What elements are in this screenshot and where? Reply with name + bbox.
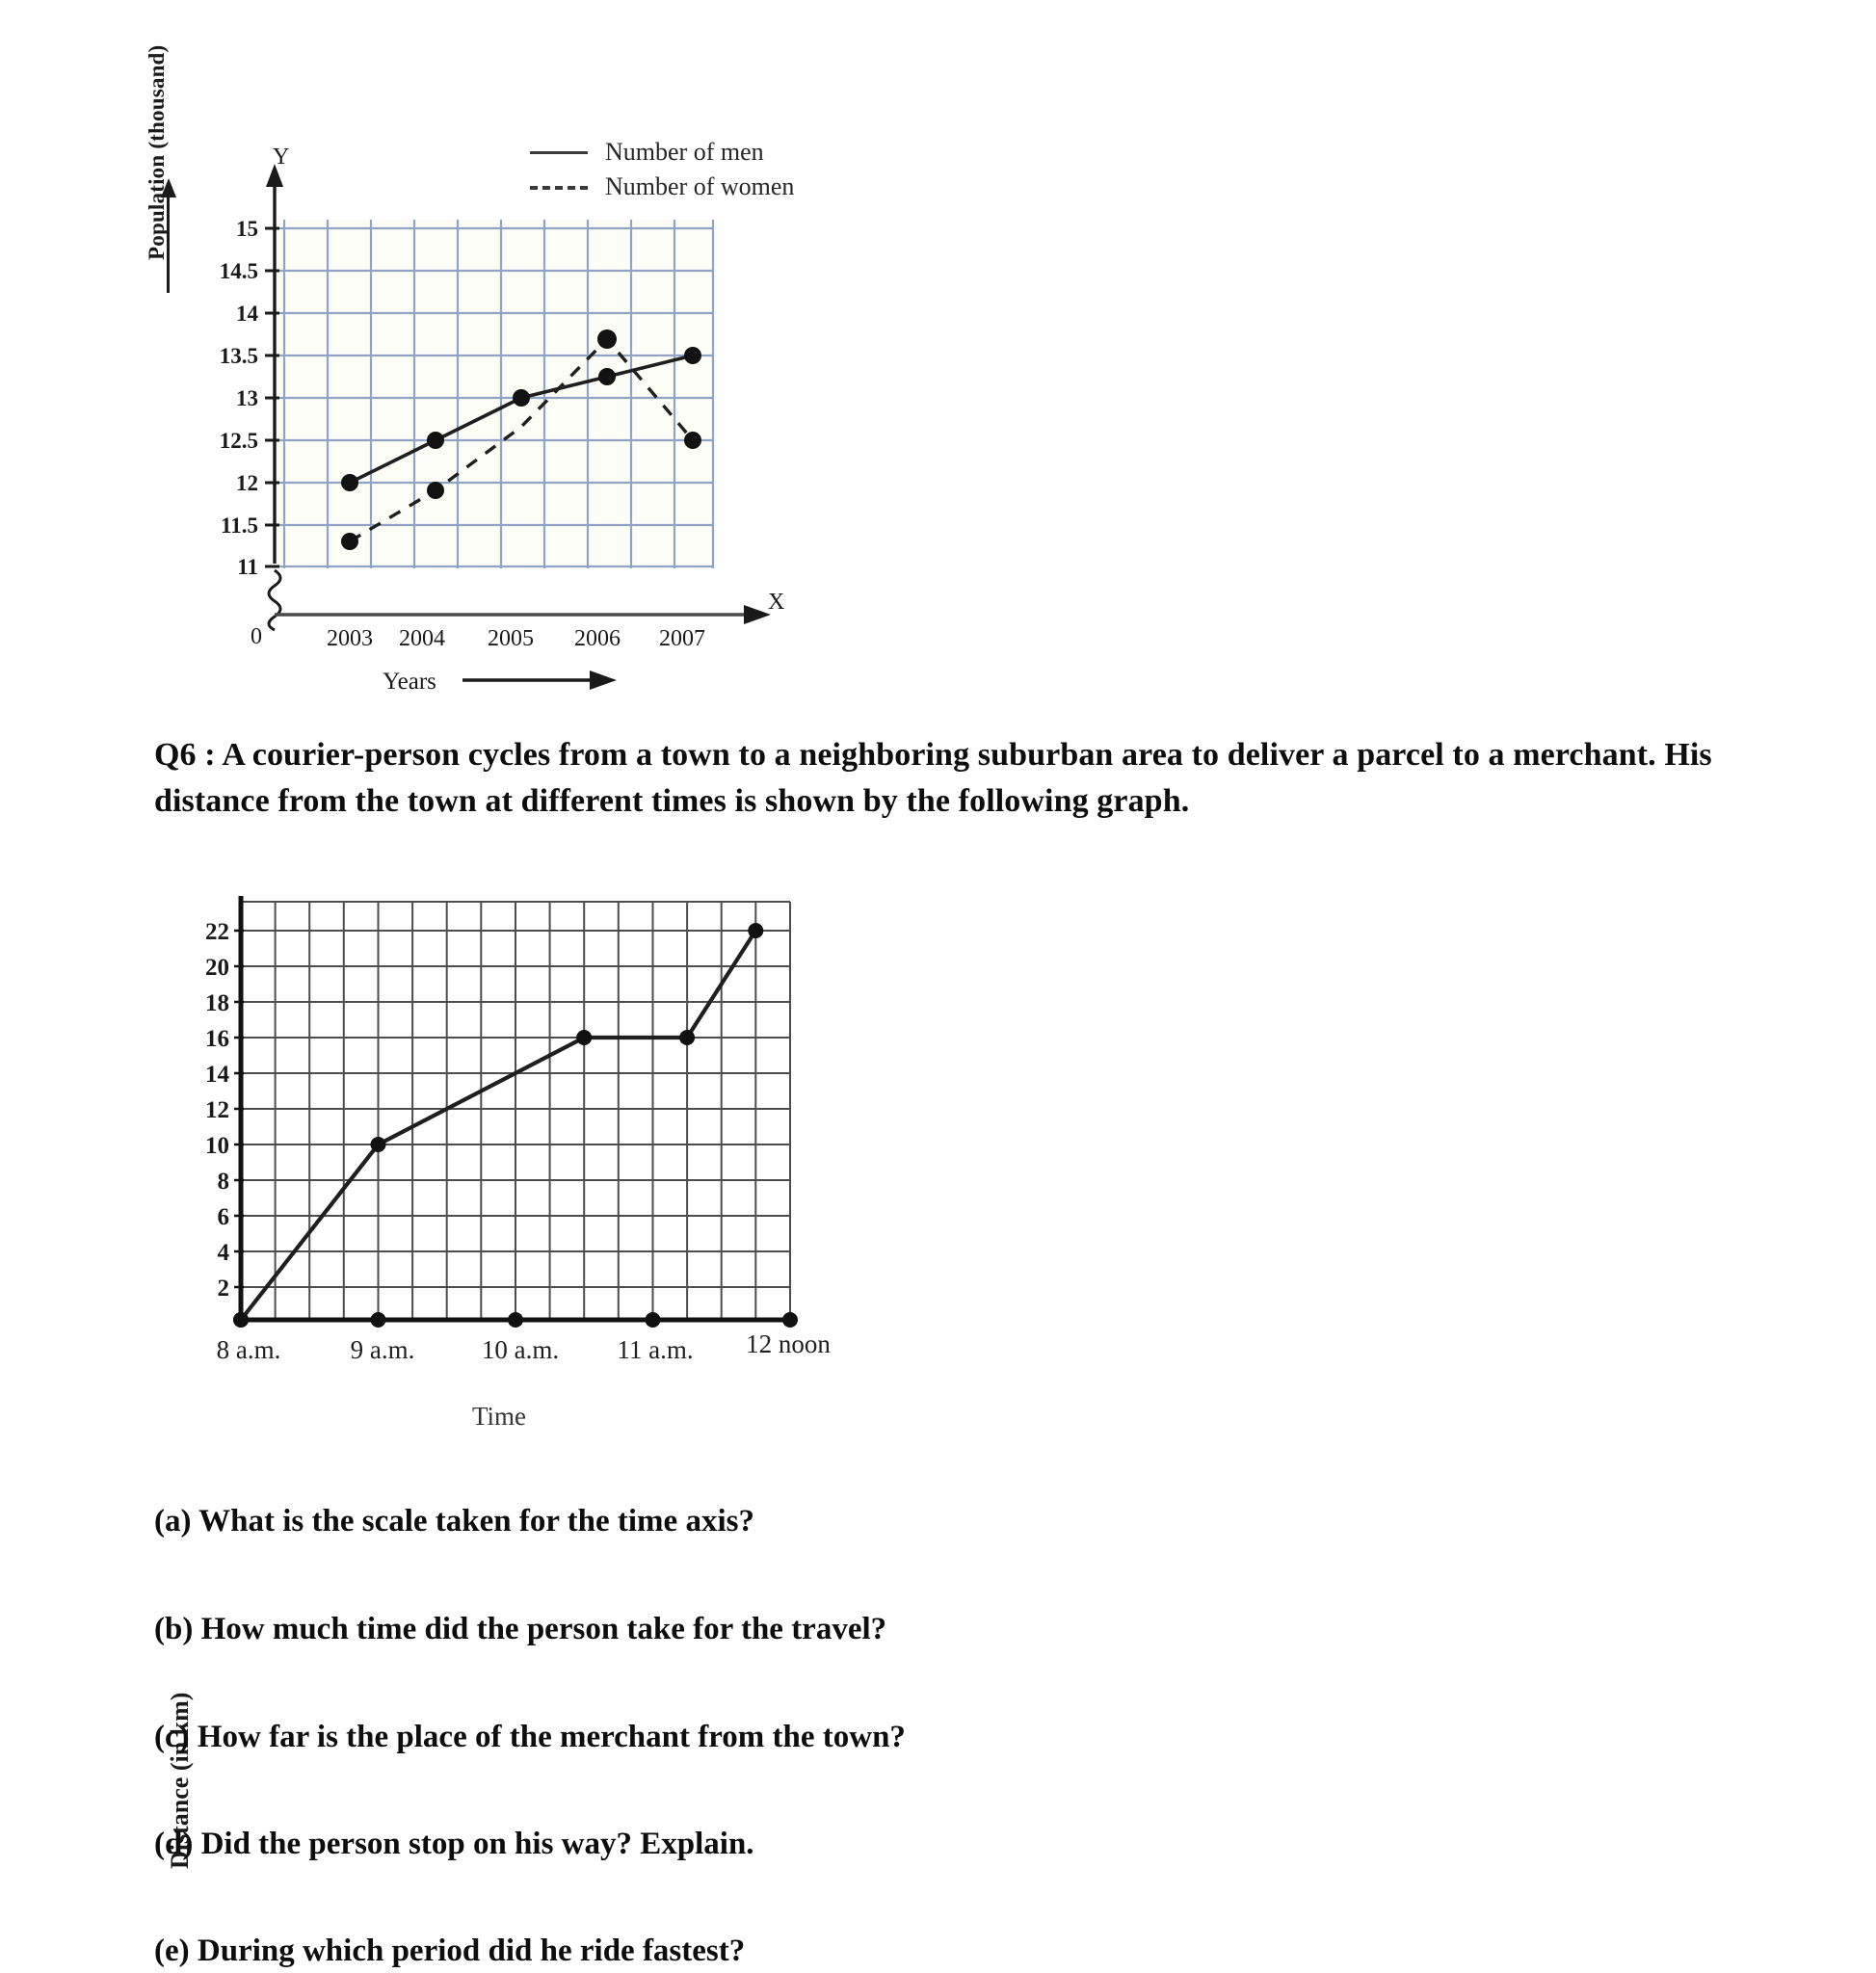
chart1-legend [530, 135, 794, 204]
chart1-x-axis-label: Years [383, 669, 436, 694]
chart2-ytick-14: 14 [205, 1062, 229, 1088]
chart2-ytick-20: 20 [205, 955, 229, 981]
chart1-ytick-13: 13 [236, 386, 258, 410]
chart2-ytick-8: 8 [217, 1169, 229, 1195]
chart1-canvas [0, 0, 867, 694]
chart1-xtick-2003: 2003 [327, 626, 373, 651]
chart1-ytick-14: 14 [236, 302, 258, 326]
chart2-ytick-10: 10 [205, 1133, 229, 1159]
chart2-xtick-9am: 9 a.m. [350, 1335, 415, 1364]
chart1-ytick-14-5: 14.5 [219, 259, 258, 283]
chart2-y-axis-label: Distance (in km) [166, 1692, 194, 1869]
question-6-text: Q6 : A courier-person cycles from a town to a neighboring suburban area to deliver a parcel to a merchant. His distance from the town at different times is shown by the following graph. [154, 737, 1712, 820]
question-part-b: (b) How much time did the person take for the travel? [154, 1612, 887, 1646]
chart2-x-axis-label: Time [472, 1402, 527, 1431]
chart1-ytick-11-5: 11.5 [221, 513, 258, 538]
chart2-ytick-12: 12 [205, 1097, 229, 1123]
chart1-x-axis [275, 605, 771, 624]
question-part-c: (c) How far is the place of the merchant from the town? [154, 1720, 906, 1754]
chart1-ytick-11: 11 [237, 555, 258, 579]
chart2-canvas [0, 867, 915, 1464]
chart2-ytick-16: 16 [205, 1026, 229, 1052]
chart1-legend-item-women [530, 170, 794, 204]
chart2-x-tick-labels [217, 1329, 832, 1364]
chart2-xtick-12noon: 12 noon [746, 1329, 831, 1358]
chart1-xtick-2007: 2007 [659, 626, 705, 651]
chart1-ytick-12-5: 12.5 [219, 429, 258, 453]
chart1-x-axis-letter: X [768, 590, 785, 615]
question-part-e: (e) During which period did he ride fastest? [154, 1934, 746, 1968]
chart1-ytick-15: 15 [236, 217, 258, 241]
chart2-ytick-22: 22 [205, 919, 229, 945]
chart1-y-axis-letter: Y [273, 145, 290, 170]
population-line-chart [0, 0, 867, 694]
question-part-a: (a) What is the scale taken for the time axis? [154, 1504, 754, 1539]
chart1-legend-item-men [530, 135, 794, 170]
chart2-xtick-8am: 8 a.m. [216, 1335, 281, 1364]
chart1-legend-label-men: Number of men [605, 138, 764, 166]
chart2-y-tick-labels [205, 919, 230, 1302]
chart1-xtick-2004: 2004 [399, 626, 445, 651]
chart2-ytick-4: 4 [217, 1240, 229, 1266]
chart2-ytick-2: 2 [217, 1276, 229, 1302]
chart1-y-tick-labels [220, 217, 259, 579]
chart2-ytick-6: 6 [217, 1204, 229, 1230]
chart1-xtick-2005: 2005 [488, 626, 534, 651]
question-part-d: (d) Did the person stop on his way? Explain. [154, 1827, 754, 1861]
chart1-origin-label: 0 [251, 624, 262, 649]
chart1-x-tick-labels [327, 626, 705, 651]
chart2-xtick-10am: 10 a.m. [481, 1335, 560, 1364]
chart1-y-axis-label: Population (thousand) [145, 44, 169, 260]
chart1-xtick-2006: 2006 [574, 626, 621, 651]
chart1-ytick-12: 12 [236, 471, 258, 495]
chart2-ytick-18: 18 [205, 990, 229, 1016]
chart2-xtick-11am: 11 a.m. [617, 1335, 694, 1364]
chart1-legend-label-women: Number of women [605, 172, 795, 200]
chart1-ytick-13-5: 13.5 [219, 344, 258, 368]
